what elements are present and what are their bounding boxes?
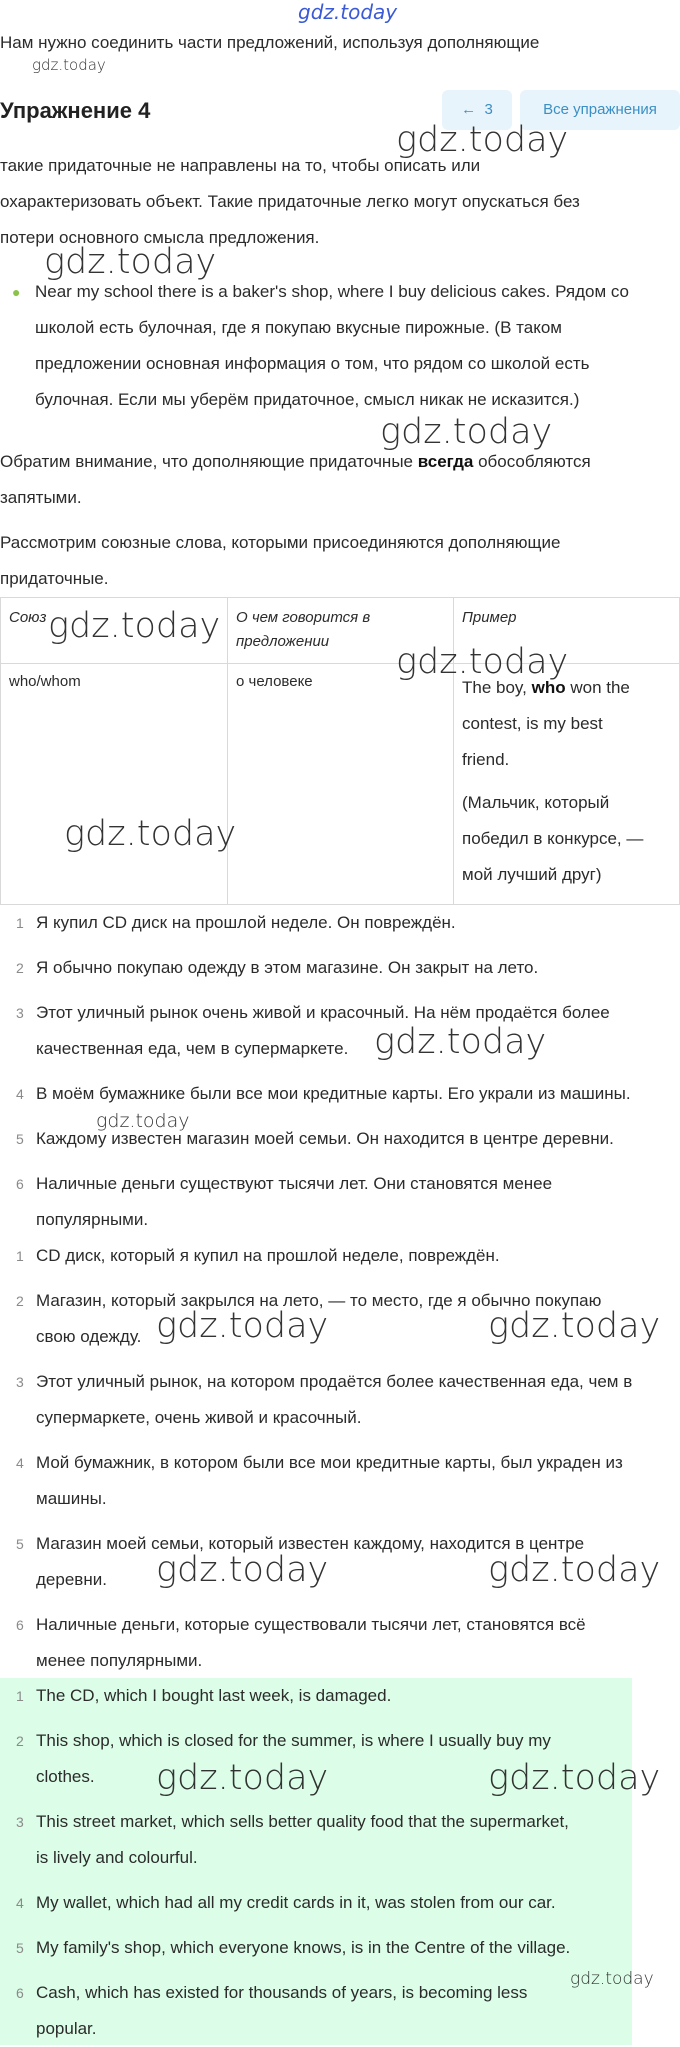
table-header: О чем говорится в предложении: [236, 609, 371, 650]
list-item-text: машины.: [36, 1489, 107, 1508]
watermark: gdz.today: [156, 1550, 329, 1590]
list-item-text: This street market, which sells better quality food that the supermarket,: [36, 1812, 569, 1831]
list-item-text: Магазин моей семьи, который известен каждому, находится в центре: [36, 1534, 585, 1553]
watermark: gdz.today: [32, 56, 106, 74]
exercise-header: [0, 90, 680, 136]
list-item-text: Мой бумажник, в котором были все мои кредитные карты, был украден из: [36, 1453, 623, 1472]
paragraph-line: такие придаточные не направлены на то, чтобы описать или: [0, 156, 481, 175]
watermark: gdz.today: [488, 1758, 661, 1798]
paragraph-line: потери основного смысла предложения.: [0, 228, 320, 247]
list-item-text: CD диск, который я купил на прошлой неделе, повреждён.: [36, 1246, 500, 1265]
list-item-text: популярными.: [36, 1210, 149, 1229]
text-span: The boy,: [462, 678, 532, 697]
text-span: Обратим внимание, что дополняющие придаточные: [0, 452, 418, 471]
table-cell: мой лучший друг): [462, 865, 602, 884]
list-item-number: 6: [16, 1176, 24, 1192]
list-item-text: Магазин, который закрылся на лето, — то место, где я обычно покупаю: [36, 1291, 602, 1310]
list-item-text: clothes.: [36, 1767, 95, 1786]
watermark: gdz.today: [48, 606, 221, 646]
list-item-text: Я купил CD диск на прошлой неделе. Он повреждён.: [36, 913, 456, 932]
list-item-text: деревни.: [36, 1570, 107, 1589]
list-item-number: 4: [16, 1895, 24, 1911]
list-item-text: My wallet, which had all my credit cards in it, was stolen from our car.: [36, 1893, 556, 1912]
table-cell: friend.: [462, 750, 510, 769]
table-cell: (Мальчик, который: [462, 793, 610, 812]
list-item-text: My family's shop, which everyone knows, is in the Centre of the village.: [36, 1938, 571, 1957]
table-cell: победил в конкурсе, —: [462, 829, 644, 848]
list-item-text: Я обычно покупаю одежду в этом магазине. Он закрыт на лето.: [36, 958, 539, 977]
watermark: gdz.today: [396, 642, 569, 682]
list-item-text: Наличные деньги существуют тысячи лет. Они становятся менее: [36, 1174, 553, 1193]
watermark: gdz.today: [380, 412, 553, 452]
watermark: gdz.today: [44, 242, 217, 282]
bullet-line: школой есть булочная, где я покупаю вкусные пирожные. (В таком: [35, 318, 562, 337]
paragraph-line: Рассмотрим союзные слова, которыми присоединяются дополняющие: [0, 533, 561, 552]
previous-exercise-label: 3: [484, 101, 493, 118]
list-item-text: Этот уличный рынок очень живой и красочный. На нём продаётся более: [36, 1003, 610, 1022]
watermark: gdz.today: [396, 120, 569, 160]
paragraph-line: придаточные.: [0, 569, 109, 588]
list-item-number: 3: [16, 1005, 24, 1021]
bullet-icon: ●: [12, 284, 21, 300]
text-span: won the: [565, 678, 630, 697]
bullet-line: предложении основная информация о том, что рядом со школой есть: [35, 354, 590, 373]
watermark: gdz.today: [64, 814, 237, 854]
list-item-text: В моём бумажнике были все мои кредитные карты. Его украли из машины.: [36, 1084, 631, 1103]
list-item-number: 5: [16, 1536, 24, 1552]
list-item-number: 1: [16, 1248, 24, 1264]
list-item-number: 4: [16, 1455, 24, 1471]
list-item-number: 5: [16, 1940, 24, 1956]
list-item-text: Cash, which has existed for thousands of years, is becoming less: [36, 1983, 528, 2002]
list-item-number: 2: [16, 960, 24, 976]
emphasis-text: всегда: [417, 452, 474, 471]
site-logo[interactable]: gdz.today: [298, 0, 398, 24]
list-item-number: 1: [16, 915, 24, 931]
paragraph-line: запятыми.: [0, 488, 82, 507]
list-item-number: 4: [16, 1086, 24, 1102]
emphasis-text: who: [531, 678, 566, 697]
list-item-text: Этот уличный рынок, на котором продаётся более качественная еда, чем в: [36, 1372, 633, 1391]
watermark: gdz.today: [156, 1758, 329, 1798]
table-cell: who/whom: [9, 673, 81, 690]
table-cell: о человеке: [236, 673, 313, 690]
list-item-number: 6: [16, 1985, 24, 2001]
intro-text: Нам нужно соединить части предложений, используя дополняющие: [0, 33, 540, 52]
watermark: gdz.today: [96, 1110, 190, 1132]
list-item-number: 2: [16, 1733, 24, 1749]
paragraph-line: охарактеризовать объект. Такие придаточные легко могут опускаться без: [0, 192, 580, 211]
list-item-number: 1: [16, 1688, 24, 1704]
bullet-line: Near my school there is a baker's shop, where I buy delicious cakes. Рядом со: [35, 282, 630, 301]
paragraph-line: [0, 444, 680, 480]
watermark: gdz.today: [488, 1550, 661, 1590]
bullet-line: булочная. Если мы уберём придаточное, смысл никак не исказится.): [35, 390, 580, 409]
list-item-text: This shop, which is closed for the summer, is where I usually buy my: [36, 1731, 551, 1750]
list-item-text: свою одежду.: [36, 1327, 142, 1346]
list-item-number: 3: [16, 1374, 24, 1390]
list-item-text: супермаркете, очень живой и красочный.: [36, 1408, 362, 1427]
list-item-number: 6: [16, 1617, 24, 1633]
list-item-number: 2: [16, 1293, 24, 1309]
list-item-text: качественная еда, чем в супермаркете.: [36, 1039, 349, 1058]
exercise-title: Упражнение 4: [0, 98, 151, 123]
watermark: gdz.today: [570, 1969, 654, 1989]
list-item-number: 3: [16, 1814, 24, 1830]
table-header: Союз: [9, 609, 47, 626]
list-item-text: менее популярными.: [36, 1651, 203, 1670]
text-span: обособляются: [473, 452, 591, 471]
watermark: gdz.today: [156, 1306, 329, 1346]
list-item-text: Каждому известен магазин моей семьи. Он находится в центре деревни.: [36, 1129, 614, 1148]
all-exercises-button[interactable]: Все упражнения: [520, 90, 680, 130]
arrow-left-icon: ←: [461, 101, 477, 118]
list-item-number: 5: [16, 1131, 24, 1147]
table-cell: contest, is my best: [462, 714, 603, 733]
list-item-text: popular.: [36, 2019, 97, 2038]
list-item-text: is lively and colourful.: [36, 1848, 198, 1867]
watermark: gdz.today: [374, 1022, 547, 1062]
list-item-text: Наличные деньги, которые существовали тысячи лет, становятся всё: [36, 1615, 586, 1634]
watermark: gdz.today: [488, 1306, 661, 1346]
list-item-text: The CD, which I bought last week, is damaged.: [36, 1686, 392, 1705]
table-header: Пример: [462, 609, 517, 626]
